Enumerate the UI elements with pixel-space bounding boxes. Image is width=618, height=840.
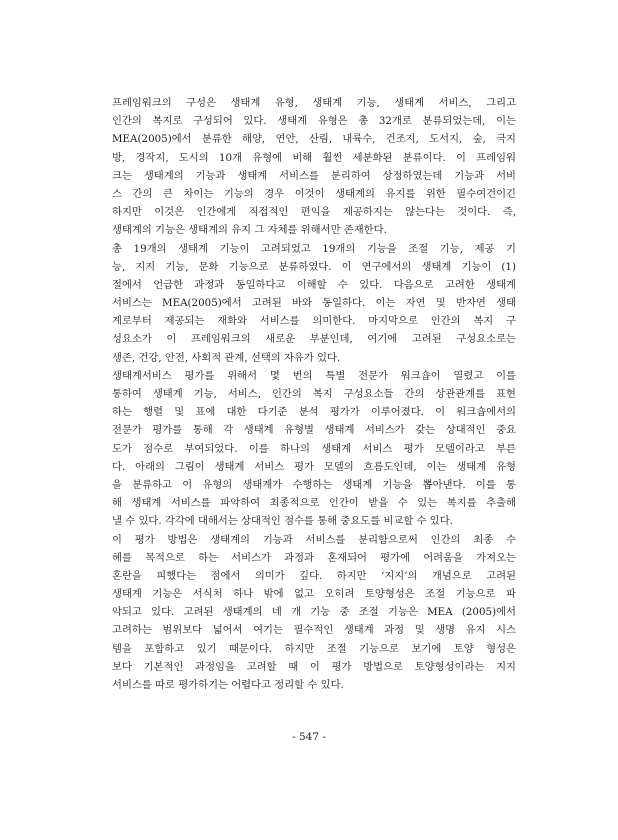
paragraph-service-evaluation <box>112 367 516 531</box>
text-line: 능, 지지 기능, 문화 기능으로 분류하였다. 이 연구에서의 생태계 기능이 (1) <box>112 260 516 273</box>
page-number: - 547 - <box>292 731 326 743</box>
text-line: 생태계 기능은 서식처 하나 밖에 없고 오히려 토양형성은 조절 기능으로 파 <box>112 588 516 601</box>
text-line: 혜를 목적으로 하는 서비스가 과정과 혼재되어 평가에 어려움을 가져오는 <box>112 551 516 564</box>
text-line: 인간의 복지로 구성되어 있다. 생태계 유형은 총 32개로 분류되었는데, 이는 <box>112 115 516 128</box>
paragraph-ecosystem-functions <box>112 240 516 367</box>
text-line: 해 생태계 서비스를 파악하여 최종적으로 인간이 받을 수 있는 복지를 추출해 <box>112 497 516 510</box>
text-line: 계로부터 제공되는 재화와 서비스를 의미한다. 마지막으로 인간의 복지 구 <box>112 315 516 328</box>
text-line: 프레임워크의 구성은 생태계 유형, 생태계 기능, 생태계 서비스, 그리고 <box>112 97 516 109</box>
text-line: MEA(2005)에서 분류한 해양, 연안, 산림, 내륙수, 건조지, 도서지, 숲, 극지 <box>112 133 516 146</box>
text-line: 도가 점수로 부여되었다. 이를 하나의 생태계 서비스 평가 모델이라고 부른 <box>112 442 516 455</box>
text-line: 서비스를 따로 평가하기는 어렵다고 정리할 수 있다. <box>112 679 344 691</box>
text-line: 하는 행렬 및 표에 대한 다기준 분석 평가가 이루어졌다. 이 워크숍에서의 <box>112 406 516 419</box>
text-line: 생존, 건강, 안전, 사회적 관계, 선택의 자유가 있다. <box>112 351 341 364</box>
text-line: 다. 아래의 그림이 생태계 서비스 평가 모델의 흐름도인데, 이는 생태계 유형 <box>112 460 516 473</box>
text-line: 고려하는 범위보다 넓어서 여기는 필수적인 생태계 과정 및 생명 유지 시스 <box>112 624 516 637</box>
body-text <box>112 94 516 694</box>
text-line: 혼란을 피했다는 점에서 의미가 깊다. 하지만 ‘지지’의 개념으로 고려된 <box>112 569 516 582</box>
text-line: 보다 기본적인 과정임을 고려할 때 이 평가 방법으로 토양형성이라는 지지 <box>112 660 516 673</box>
paragraph-framework-components <box>112 94 516 240</box>
text-line: 방, 경작지, 도시의 10개 유형에 비해 훨씬 세분화된 분류이다. 이 프레임워 <box>112 151 516 164</box>
text-line: 낼 수 있다. 각각에 대해서는 상대적인 점수를 통해 중요도를 비교할 수 있다. <box>112 515 453 528</box>
text-line: 성요소가 이 프레임워크의 새로운 부분인데, 여기에 고려된 구성요소로는 <box>112 333 516 346</box>
text-line: 악되고 있다. 고려된 생태계의 네 개 기능 중 조절 기능은 MEA (2005)에서 <box>112 606 516 619</box>
text-line: 서비스는 MEA(2005)에서 고려된 바와 동일하다. 이는 자연 및 반자연 생태 <box>112 297 516 310</box>
text-line: 을 분류하고 이 유형의 생태계가 수행하는 생태계 기능을 뽑아낸다. 이를 통 <box>112 478 516 491</box>
text-line: 통하여 생태계 기능, 서비스, 인간의 복지 구성요소들 간의 상관관계를 표현 <box>112 388 516 400</box>
text-line: 크는 생태계의 기능과 생태계 서비스를 분리하여 상정하였는데 기능과 서비 <box>112 169 516 182</box>
text-line: 생태계서비스 평가를 위해서 몇 번의 특별 전문가 워크숍이 열렸고 이를 <box>112 369 516 382</box>
text-line: 총 19개의 생태계 기능이 고려되었고 19개의 기능을 조절 기능, 제공 기 <box>112 242 516 255</box>
text-line: 스 간의 큰 차이는 기능의 경우 이것이 생태계의 유지를 위한 필수여건이긴 <box>112 187 516 200</box>
text-line: 생태계의 기능은 생태계의 유지 그 자체를 위해서만 존재한다. <box>112 224 387 237</box>
text-line: 템을 포함하고 있기 때문이다. 하지만 조절 기능으로 보기에 토양 형성은 <box>112 642 516 655</box>
paragraph-method-significance <box>112 531 516 695</box>
text-line: 절에서 언급한 과정과 동일하다고 이해할 수 있다. 다음으로 고려한 생태계 <box>112 278 516 291</box>
text-line: 하지만 이것은 인간에게 직접적인 편익을 제공하지는 않는다는 것이다. 즉, <box>112 206 516 219</box>
text-line: 이 평가 방법은 생태계의 기능과 서비스를 분리함으로써 인간의 최종 수 <box>112 533 516 546</box>
text-line: 전문가 평가를 통해 각 생태계 유형별 생태계 서비스가 갖는 상대적인 중요 <box>112 424 516 437</box>
